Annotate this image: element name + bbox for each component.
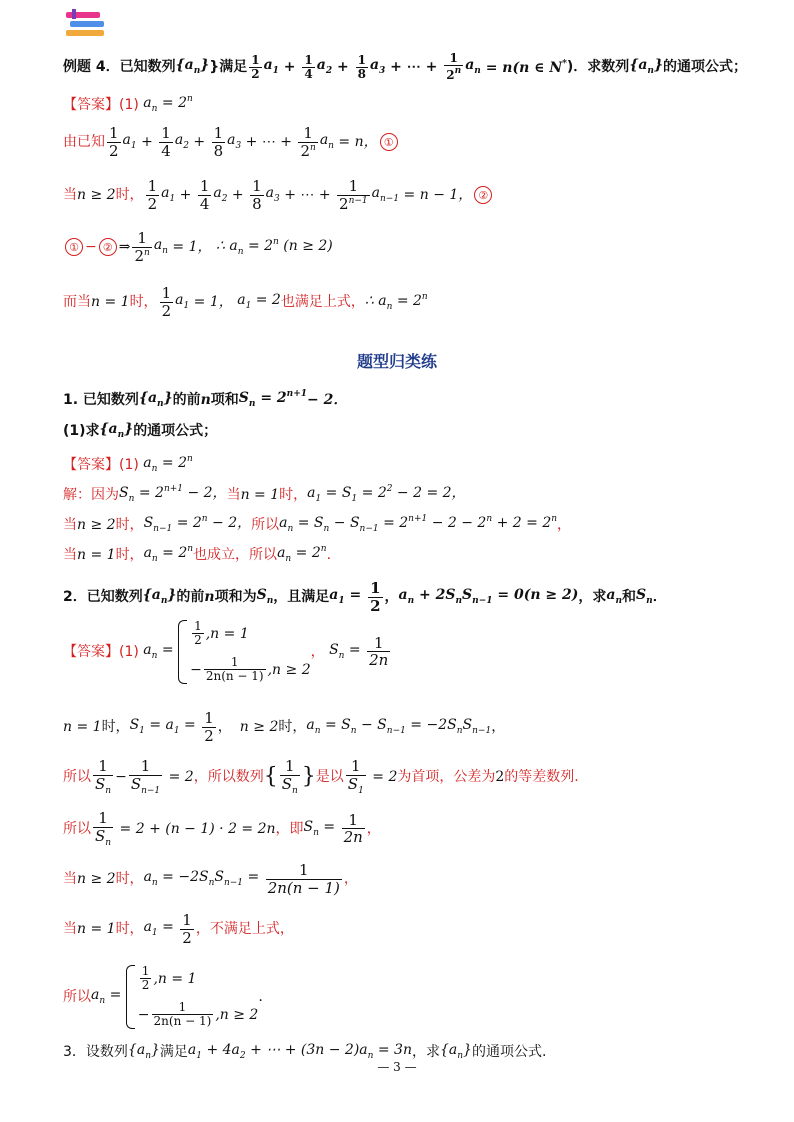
answer4-line2: 当 n ≥ 2 时， $\frac{1}{2}$ $a_1$ + $\frac{1}{4}$ $a_2$ + $\frac{1}{8}$ $a_3$ + ⋯ + $\frac{1}{2^{n-1}}$ $a_{n-1}$ = n − 1， ② xyxy=(63,178,494,213)
problem2-line4: 当 n ≥ 2 时， $a_n = -2S_nS_{n-1}$ = $\frac{1}{2n(n - 1)}$ ， xyxy=(63,861,358,897)
problem2-answer: 【答案】(1) $a_n$ = $\frac{1}{2}$ ,n = 1 − $\frac{1}{2n(n - 1)}$ ,n ≥ 2 ， $S_n$ = $\frac{1}{2n}$ xyxy=(63,619,389,684)
example4-question: 例题 4．已知数列 $\{a_n\}$ }满足 $\frac{1}{2}$ $a_1$ + $\frac{1}{4}$ $a_2$ + $\frac{1}{8}$ $a_3$ + ⋯ + $\frac{1}{2^n}$ $a_n$ = n(n ∈ N* )．求数列 $\{a_n\}$ 的通项公式； xyxy=(63,51,747,83)
problem2-line1: n = 1 时， $S_1 = a_1$ = $\frac{1}{2}$ ， n ≥ 2 时， $a_n = S_n - S_{n-1} = -2S_nS_{n-1}$ ， xyxy=(63,709,506,745)
cases-brace: $\frac{1}{2}$ ,n = 1 − $\frac{1}{2n(n - 1)}$ ,n ≥ 2 xyxy=(178,620,311,684)
answer4-tag: 【答案】(1) $a_n = 2^n$ xyxy=(63,94,193,114)
problem1-solution1: 解：因为 $S_n = 2^{n+1} - 2$， 当 n = 1 时， $a_1 = S_1 = 2^2 - 2 = 2$， xyxy=(63,484,466,504)
problem3-question: 3．设数列 $\{a_n\}$ 满足 $a_1 + 4a_2$ + ⋯ + $(3n - 2)a_n = 3n$ ，求 $\{a_n\}$ 的通项公式. xyxy=(63,1042,547,1061)
answer4-line1: 由已知 $\frac{1}{2}$ $a_1$ + $\frac{1}{4}$ $a_2$ + $\frac{1}{8}$ $a_3$ + ⋯ + $\frac{1}{2^n}$ $a_n$ = n， ① xyxy=(63,125,400,160)
cases-brace-final: $\frac{1}{2}$ ,n = 1 − $\frac{1}{2n(n - 1)}$ ,n ≥ 2 xyxy=(126,965,259,1029)
seq-a: $\{a_n\}$ xyxy=(175,57,210,77)
problem2-line3: 所以 $\frac{1}{S_n}$ = 2 + (n − 1) · 2 = 2n ，即 $S_n$ = $\frac{1}{2n}$ ， xyxy=(63,809,381,848)
problem1-solution2: 当 n ≥ 2 时， $S_{n-1} = 2^n - 2$， 所以 $a_n = S_n - S_{n-1} = 2^{n+1} - 2 - 2^n + 2 = 2^n$ ， xyxy=(63,514,572,534)
section-title: 题型归类练 xyxy=(356,352,437,371)
answer4-line4: 而当 n = 1 时， $\frac{1}{2}$ $a_1$ = 1， $a_1 = 2$ 也满足上式， ∴ $a_n = 2^n$ xyxy=(63,284,428,320)
problem2-line6: 所以 $a_n$ = $\frac{1}{2}$ ,n = 1 − $\frac{1}{2n(n - 1)}$ ,n ≥ 2 . xyxy=(63,964,263,1029)
problem2-line5: 当 n = 1 时， $a_1$ = $\frac{1}{2}$ ，不满足上式， xyxy=(63,911,294,947)
problem2-question: 2．已知数列 $\{a_n\}$ 的前 n 项和为 $S_n$ ，且满足 $a_1$ = $\frac{1}{2}$ ， $a_n + 2S_nS_{n-1} = 0(n \ge 2)$ ，求 $a_n$ 和 $S_n$ ． xyxy=(63,579,667,615)
problem2-line2: 所以 $\frac{1}{S_n}$ − $\frac{1}{S_{n-1}}$ = 2 ，所以数列 { $\frac{1}{S_n}$ } 是以 $\frac{1}{S_1}$ = 2 为首项，公差为 2 的等差数列. xyxy=(63,757,579,796)
problem1-answer-tag: 【答案】(1) $a_n = 2^n$ xyxy=(63,454,193,474)
problem1-sub1: (1)求 $\{a_n\}$ 的通项公式； xyxy=(63,421,218,440)
page-number: — 3 — xyxy=(377,1060,417,1074)
answer4-line3: ① − ② ⇒ $\frac{1}{2^n}$ $a_n$ = 1， ∴ $a_n = 2^n$ (n ≥ 2) xyxy=(63,230,333,265)
book-logo-icon xyxy=(62,8,110,42)
problem1-solution3: 当 n = 1 时， $a_n = 2^n$ 也成立，所以 $a_n = 2^n$ . xyxy=(63,544,332,564)
problem1-question: 1. 已知数列 $\{a_n\}$ 的前 n 项和 $S_n = 2^{n+1}$ − 2． xyxy=(63,389,348,409)
